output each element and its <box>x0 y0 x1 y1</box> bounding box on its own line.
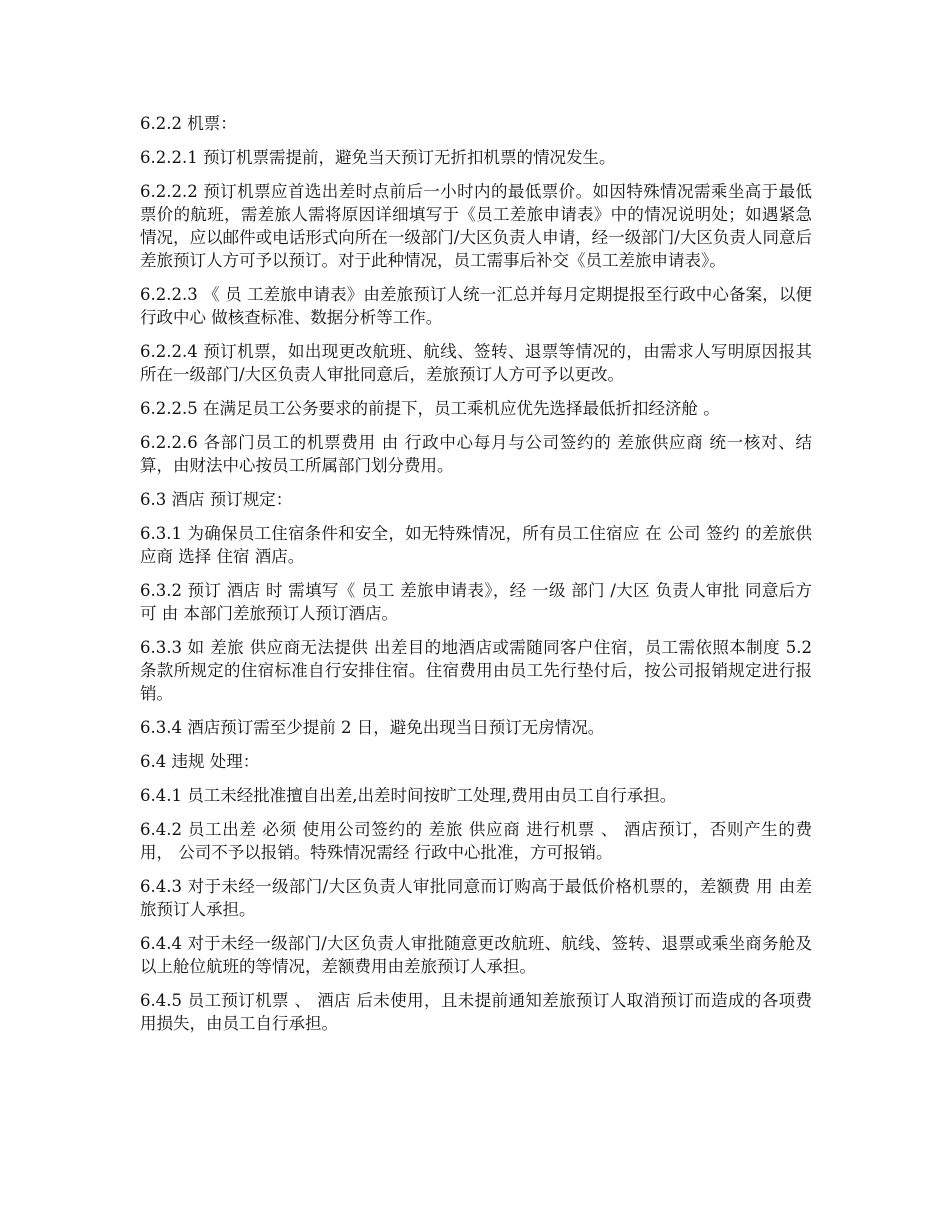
clause-6-3-4: 6.3.4 酒店预订需至少提前 2 日，避免出现当日预订无房情况。 <box>140 718 605 737</box>
section-heading-6-3: 6.3 酒店 预订规定： <box>140 490 293 509</box>
clause-6-2-2-3: 6.2.2.3 《 员 工差旅申请表》由差旅预订人统一汇总并每月定期提报至行政中心备案，以便行政中心 做核查标准、数据分析等工作。 <box>140 285 812 327</box>
clause-6-3-2: 6.3.2 预订 酒店 时 需填写《 员工 差旅申请表》，经 一级 部门 /大区 负责人审批 同意后方可 由 本部门差旅预订人预订酒店。 <box>140 581 812 623</box>
clause-6-2-2-2: 6.2.2.2 预订机票应首选出差时点前后一小时内的最低票价。如因特殊情况需乘坐高于最低票价的航班，需差旅人需将原因详细填写于《员工差旅申请表》中的情况说明处；如遇紧急情况，应以邮件或电话形式向所在一级部门/大区负责人申请，经一级部门/大区负责人同意后差旅预订人方可予以预订。对于此种情况，员工需事后补交《员工差旅申请表》。 <box>140 182 812 270</box>
clause-6-2-2-6: 6.2.2.6 各部门员工的机票费用 由 行政中心每月与公司签约的 差旅供应商 统一核对、结算，由财法中心按员工所属部门划分费用。 <box>140 433 812 475</box>
clause-6-3-1: 6.3.1 为确保员工住宿条件和安全，如无特殊情况，所有员工住宿应 在 公司 签约 的差旅供应商 选择 住宿 酒店。 <box>140 524 812 566</box>
clause-6-2-2-4: 6.2.2.4 预订机票，如出现更改航班、航线、签转、退票等情况的，由需求人写明原因报其所在一级部门/大区负责人审批同意后，差旅预订人方可予以更改。 <box>140 342 812 384</box>
clause-6-2-2-5: 6.2.2.5 在满足员工公务要求的前提下，员工乘机应优先选择最低折扣经济舱 。 <box>140 399 720 418</box>
clause-6-4-3: 6.4.3 对于未经一级部门/大区负责人审批同意而订购高于最低价格机票的，差额费 用 由差旅预订人承担。 <box>140 877 812 919</box>
clause-6-3-3: 6.3.3 如 差旅 供应商无法提供 出差目的地酒店或需随同客户住宿，员工需依照本制度 5.2 条款所规定的住宿标准自行安排住宿。住宿费用由员工先行垫付后，按公司报销规定进行报销。 <box>140 638 812 703</box>
clause-6-4-1: 6.4.1 员工未经批准擅自出差,出差时间按旷工处理,费用由员工自行承担。 <box>140 786 677 805</box>
section-heading-6-4: 6.4 违规 处理： <box>140 752 260 771</box>
clause-6-4-5: 6.4.5 员工预订机票 、 酒店 后未使用，且未提前通知差旅预订人取消预订而造成的各项费用损失，由员工自行承担。 <box>140 991 812 1033</box>
clause-6-2-2-1: 6.2.2.1 预订机票需提前，避免当天预订无折扣机票的情况发生。 <box>140 148 616 167</box>
document-body <box>140 112 812 1046</box>
clause-6-4-2: 6.4.2 员工出差 必须 使用公司签约的 差旅 供应商 进行机票 、 酒店预订，否则产生的费用， 公司不予以报销。特殊情况需经 行政中心批准，方可报销。 <box>140 820 812 862</box>
clause-6-4-4: 6.4.4 对于未经一级部门/大区负责人审批随意更改航班、航线、签转、退票或乘坐商务舱及以上舱位航班的等情况，差额费用由差旅预订人承担。 <box>140 934 812 976</box>
section-heading-6-2-2: 6.2.2 机票： <box>140 114 237 133</box>
